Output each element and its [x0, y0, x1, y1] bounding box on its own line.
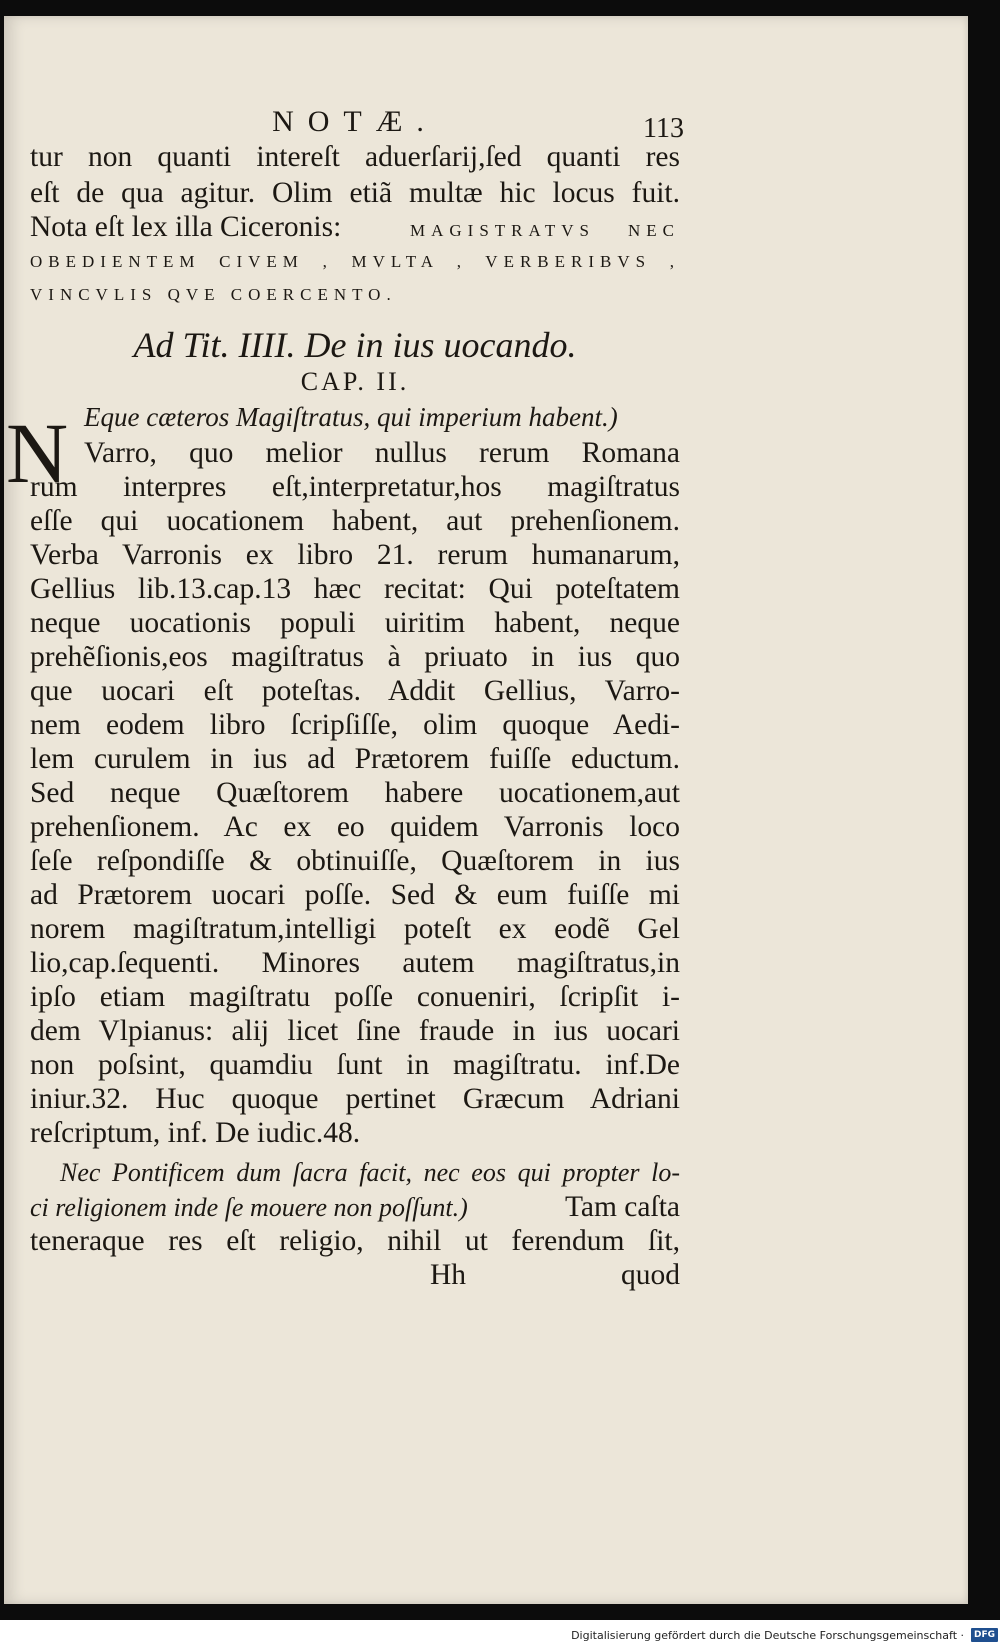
drop-cap: N: [6, 405, 69, 501]
first-line-italic: Eque cæteros Magiſtratus, qui imperium habent.): [84, 402, 618, 432]
text-line: prehẽſionis,eos magiſtratus à priuato in ius quo: [30, 641, 680, 673]
text-line: Sed neque Quæſtorem habere uocationem,aut: [30, 777, 680, 809]
text-line: prehenſionem. Ac ex eo quidem Varronis loco: [30, 811, 680, 843]
caps-line: VINCVLIS QVE COERCENTO.: [30, 285, 397, 304]
text-line: ipſo etiam magiſtratu poſſe conueniri, ſcripſit i-: [30, 981, 680, 1013]
text-line: que uocari eſt poteſtas. Addit Gellius, Varro-: [30, 675, 680, 707]
dfg-logo: DFG: [971, 1628, 998, 1642]
text-line: tur non quanti intereſt aduerſarij,ſed quanti res: [30, 141, 680, 173]
text-line: teneraque res eſt religio, nihil ut ferendum ſit,: [30, 1225, 680, 1257]
para-italic-line: Nec Pontificem dum ſacra facit, nec eos qui propter lo-: [60, 1158, 680, 1187]
text-line: ſeſe reſpondiſſe & obtinuiſſe, Quæſtorem in ius: [30, 845, 680, 877]
text-line: neque uocationis populi uiritim habent, neque: [30, 607, 680, 639]
text-line: nem eodem libro ſcripſiſſe, olim quoque Aedi-: [30, 709, 680, 741]
text-line: eſt de qua agitur. Olim etiã multæ hic locus fuit.: [30, 177, 680, 209]
text-line: reſcriptum, inf. De iudic.48.: [30, 1117, 361, 1149]
text-line: Tam caſta: [564, 1191, 680, 1223]
footer-credit: Digitalisierung gefördert durch die Deutsche Forschungsgemeinschaft ·: [571, 1629, 964, 1642]
running-head-title: NOTÆ.: [272, 105, 438, 138]
text-line: lem curulem in ius ad Prætorem fuiſſe eductum.: [30, 743, 680, 775]
text-line: non poſsint, quamdiu ſunt in magiſtratu. inf.De: [30, 1049, 680, 1081]
signature-mark: Hh: [430, 1259, 467, 1291]
text-line: lio,cap.ſequenti. Minores autem magiſtratus,in: [30, 947, 680, 979]
page-number: 113: [643, 113, 684, 144]
section-heading: Ad Tit. IIII. De in ius uocando.: [133, 325, 577, 365]
chapter-heading: CAP. II.: [300, 367, 410, 396]
text-line: Nota eſt lex illa Ciceronis:: [30, 211, 342, 243]
text-line: norem magiſtratum,intelligi poteſt ex eodẽ Gel: [30, 913, 680, 945]
running-head: [30, 105, 684, 145]
text-line: Varro, quo melior nullus rerum Romana: [84, 437, 680, 469]
caps-line: OBEDIENTEM CIVEM , MVLTA , VERBERIBVS ,: [30, 252, 680, 271]
para-italic-line: ci religionem inde ſe mouere non poſſunt.): [30, 1193, 468, 1222]
text-line: dem Vlpianus: alij licet ſine fraude in ius uocari: [30, 1015, 680, 1047]
text-line: rum interpres eſt,interpretatur,hos magiſtratus: [30, 471, 680, 503]
caps-inline: MAGISTRATVS NEC: [410, 221, 680, 240]
text-line: eſſe qui uocationem habent, aut prehenſionem.: [30, 505, 680, 537]
text-line: iniur.32. Huc quoque pertinet Græcum Adriani: [30, 1083, 680, 1115]
text-line: Verba Varronis ex libro 21. rerum humanarum,: [30, 539, 680, 571]
text-line: ad Prætorem uocari poſſe. Sed & eum fuiſſe mi: [30, 879, 680, 911]
text-line: Gellius lib.13.cap.13 hæc recitat: Qui poteſtatem: [30, 573, 680, 605]
catchword: quod: [621, 1259, 680, 1291]
